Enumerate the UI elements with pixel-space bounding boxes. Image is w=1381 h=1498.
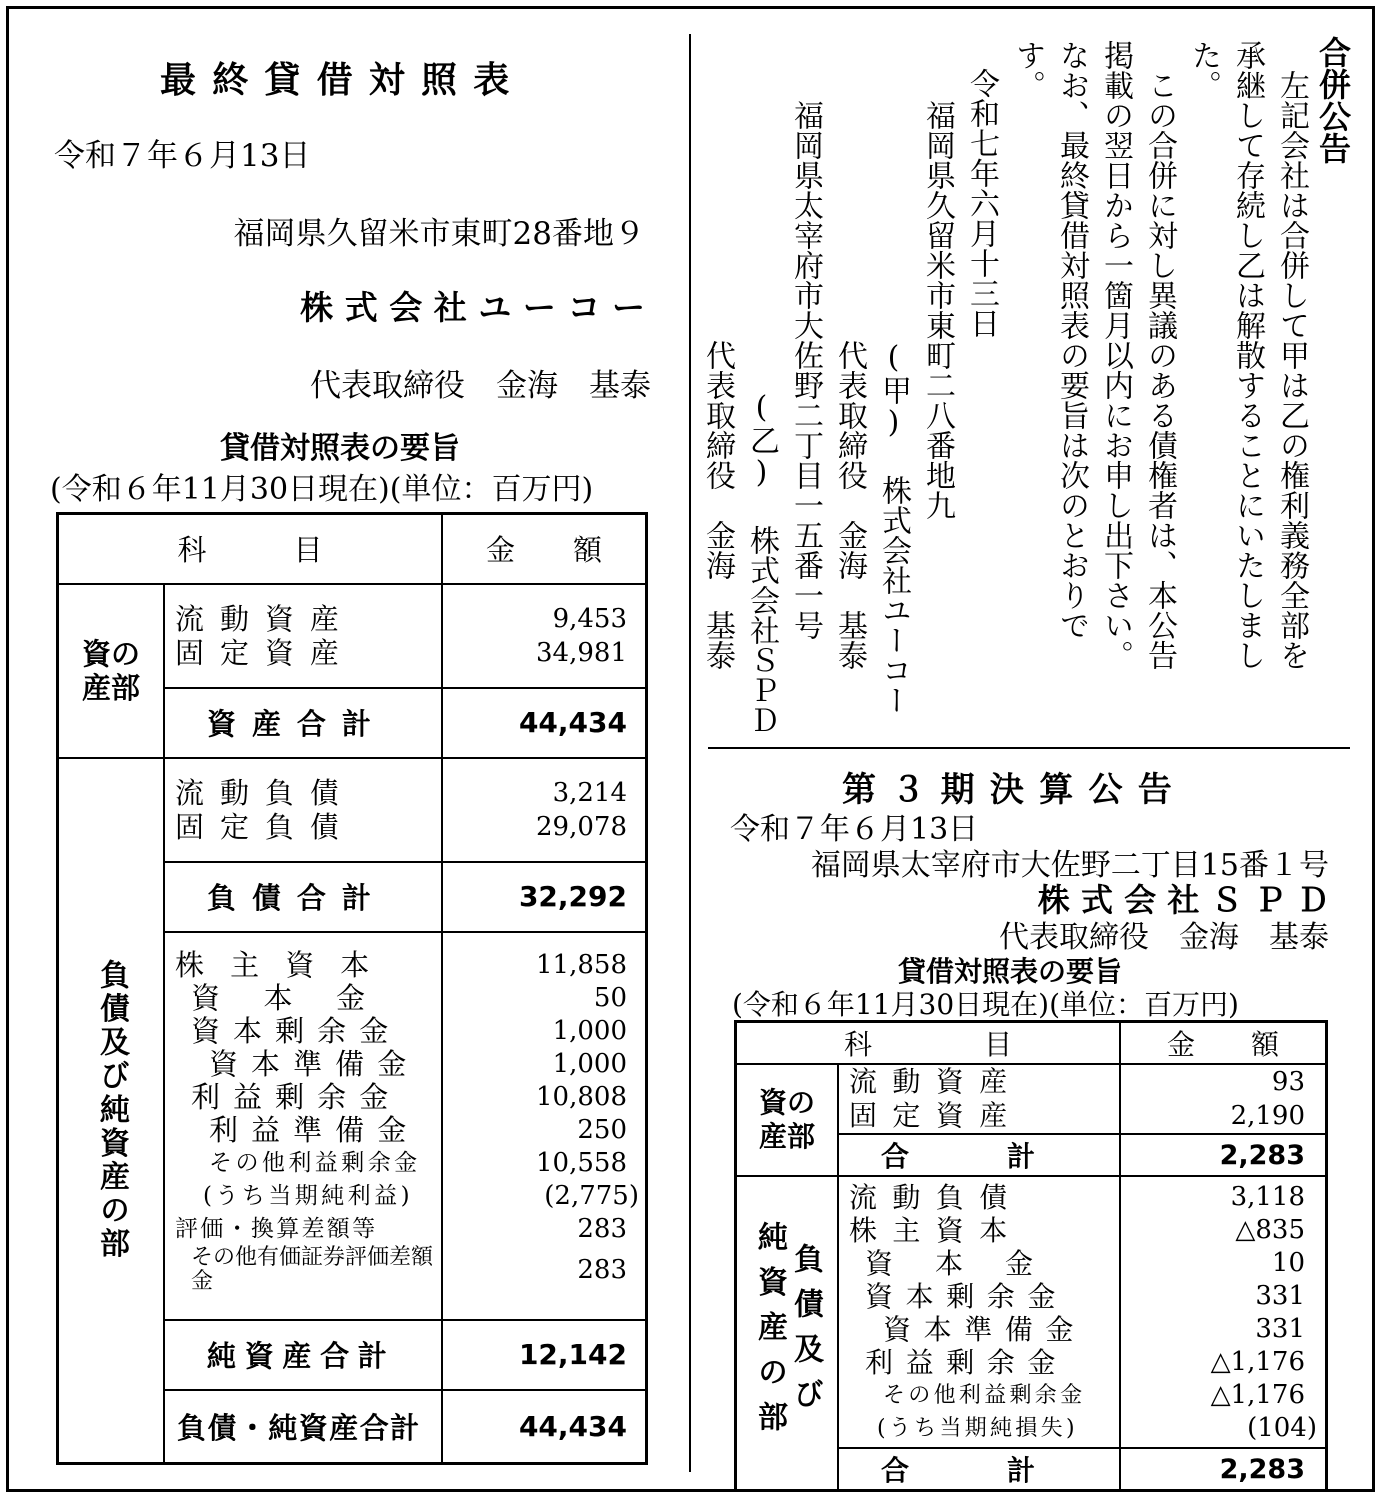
spd-liab-values: 3,118 △835 10 331 331 △1,176 △1,176 (104) bbox=[1120, 1176, 1327, 1448]
spd-liab-total-value: 2,283 bbox=[1120, 1448, 1327, 1491]
left-date: 令和７年６月13日 bbox=[54, 138, 311, 174]
spd-representative: 代表取締役 金海 基泰 bbox=[999, 920, 1329, 955]
spd-balance-sheet bbox=[734, 1020, 1328, 1492]
spd-assets-total-label: 合 計 bbox=[838, 1134, 1120, 1176]
spd-assets-group: 資の産部 bbox=[736, 1064, 839, 1176]
left-liab-values: 3,214 29,078 bbox=[442, 758, 647, 862]
left-grand-total-label: 負債・純資産合計 bbox=[164, 1390, 442, 1464]
merger-body-line: 掲載の翌日から一箇月以内にお申し出下さい。 bbox=[1098, 40, 1133, 670]
left-address: 福岡県久留米市東町28番地９ bbox=[233, 216, 645, 252]
spd-bs-title: 貸借対照表の要旨 bbox=[898, 955, 1123, 988]
spd-bs-subtitle: (令和６年11月30日現在)(単位：百万円) bbox=[732, 988, 1239, 1021]
spd-assets-labels: 流動資産 固定資産 bbox=[838, 1064, 1120, 1134]
left-balance-sheet bbox=[56, 512, 648, 1465]
merger-body-line: す。 bbox=[1010, 40, 1045, 100]
merger-kou-address: 福岡県久留米市東町二八番地九 bbox=[920, 100, 955, 520]
left-assets-values: 9,453 34,981 bbox=[442, 584, 647, 688]
spd-liab-total-label: 合 計 bbox=[838, 1448, 1120, 1491]
spd-address: 福岡県太宰府市大佐野二丁目15番１号 bbox=[810, 848, 1329, 883]
left-liab-labels: 流動負債 固定負債 bbox=[164, 758, 442, 862]
spd-liab-group: 純資産の部 負債及び bbox=[736, 1176, 839, 1491]
spd-company: 株式会社ＳＰＤ bbox=[1037, 881, 1341, 919]
left-col-item: 科 目 bbox=[58, 514, 443, 584]
left-equity-values: 11,858 50 1,000 1,000 10,808 250 10,558 (2,775) 283 283 bbox=[442, 932, 647, 1320]
left-representative: 代表取締役 金海 基泰 bbox=[310, 368, 651, 404]
merger-date: 令和七年六月十三日 bbox=[964, 68, 999, 338]
left-company: 株式会社ユーコー bbox=[300, 288, 657, 327]
spd-col-item: 科 目 bbox=[736, 1022, 1121, 1065]
left-liab-group: 負債及び純資産の部 bbox=[58, 758, 165, 1464]
left-bs-title: 貸借対照表の要旨 bbox=[220, 431, 460, 466]
left-equity-total-value: 12,142 bbox=[442, 1320, 647, 1390]
merger-otsu-rep: 代表取締役 金海 基泰 bbox=[700, 340, 735, 670]
section-divider bbox=[708, 747, 1350, 749]
spd-date: 令和７年６月13日 bbox=[730, 812, 979, 847]
merger-kou-rep: 代表取締役 金海 基泰 bbox=[832, 340, 867, 670]
merger-otsu-company: (乙) 株式会社ＳＰＤ bbox=[744, 390, 779, 735]
spd-col-amount: 金 額 bbox=[1120, 1022, 1327, 1065]
left-title: 最終貸借対照表 bbox=[160, 60, 526, 101]
spd-assets-total-value: 2,283 bbox=[1120, 1134, 1327, 1176]
left-assets-labels: 流動資産 固定資産 bbox=[164, 584, 442, 688]
merger-body-line: 承継して存続し乙は解散することにいたしまし bbox=[1230, 40, 1265, 670]
merger-otsu-address: 福岡県太宰府市大佐野二丁目一五番一号 bbox=[788, 100, 823, 640]
spd-assets-values: 93 2,190 bbox=[1120, 1064, 1327, 1134]
left-liab-total-value: 32,292 bbox=[442, 862, 647, 932]
left-liab-total-label: 負債合計 bbox=[164, 862, 442, 932]
left-assets-total-value: 44,434 bbox=[442, 688, 647, 758]
left-assets-total-label: 資産合計 bbox=[164, 688, 442, 758]
left-col-amount: 金 額 bbox=[442, 514, 647, 584]
spd-title: 第３期決算公告 bbox=[842, 770, 1188, 810]
left-assets-group: 資の産部 bbox=[58, 584, 165, 758]
spd-liab-labels: 流動負債 株主資本 資本金 資本剰余金 資本準備金 利益剰余金 その他利益剰余金 (うち当期純損失) bbox=[838, 1176, 1120, 1448]
left-bs-subtitle: (令和６年11月30日現在)(単位：百万円) bbox=[50, 472, 594, 507]
merger-body-line: なお、最終貸借対照表の要旨は次のとおりで bbox=[1054, 40, 1089, 640]
merger-body-line: た。 bbox=[1186, 40, 1221, 100]
column-divider bbox=[689, 34, 691, 1472]
merger-body-line: この合併に対し異議のある債権者は、本公告 bbox=[1142, 70, 1177, 670]
left-grand-total-value: 44,434 bbox=[442, 1390, 647, 1464]
merger-body-line: 左記会社は合併して甲は乙の権利義務全部を bbox=[1274, 70, 1309, 670]
merger-title: 合併公告 bbox=[1314, 36, 1352, 164]
merger-kou-company: (甲) 株式会社ユーコー bbox=[876, 340, 911, 715]
left-equity-total-label: 純資産合計 bbox=[164, 1320, 442, 1390]
left-equity-labels: 株主資本 資本金 資本剰余金 資本準備金 利益剰余金 利益準備金 その他利益剰余金 (うち当期純利益) 評価・換算差額等 その他有価証券評価差額金 bbox=[164, 932, 442, 1320]
